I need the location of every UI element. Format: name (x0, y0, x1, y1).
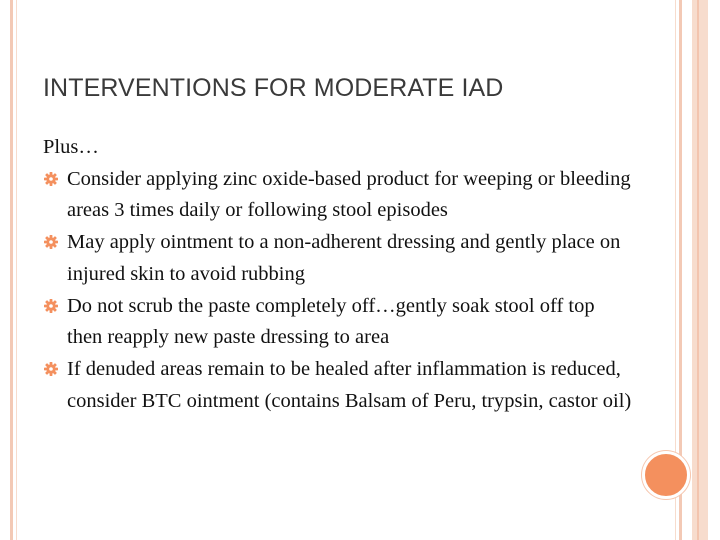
slide-body (43, 132, 633, 417)
bullet-text: May apply ointment to a non-adherent dressing and gently place on injured skin to avoid rubbing (67, 231, 621, 285)
side-decoration-band (692, 0, 708, 540)
bullet-text: Do not scrub the paste completely off…gently soak stool off top then reapply new paste dressing to area (67, 294, 595, 349)
intro-text: Plus… (43, 136, 99, 158)
list-item (43, 227, 633, 290)
list-item (43, 291, 633, 354)
bullet-text: If denuded areas remain to be healed after inflammation is reduced, consider BTC ointment (contains Balsam of Peru, trypsin, castor oil) (67, 357, 632, 412)
gear-icon (44, 362, 58, 376)
list-item (43, 354, 633, 417)
bullet-text: Consider applying zinc oxide-based product for weeping or bleeding areas 3 times daily or following stool episodes (67, 167, 631, 222)
gear-icon (44, 235, 58, 249)
bullet-list (43, 164, 633, 418)
gear-icon (44, 172, 58, 186)
slide-title: INTERVENTIONS FOR MODERATE IAD (43, 74, 504, 102)
decorative-circle (642, 451, 690, 499)
side-decoration-line (697, 0, 699, 540)
list-item (43, 164, 633, 227)
gear-icon (44, 299, 58, 313)
